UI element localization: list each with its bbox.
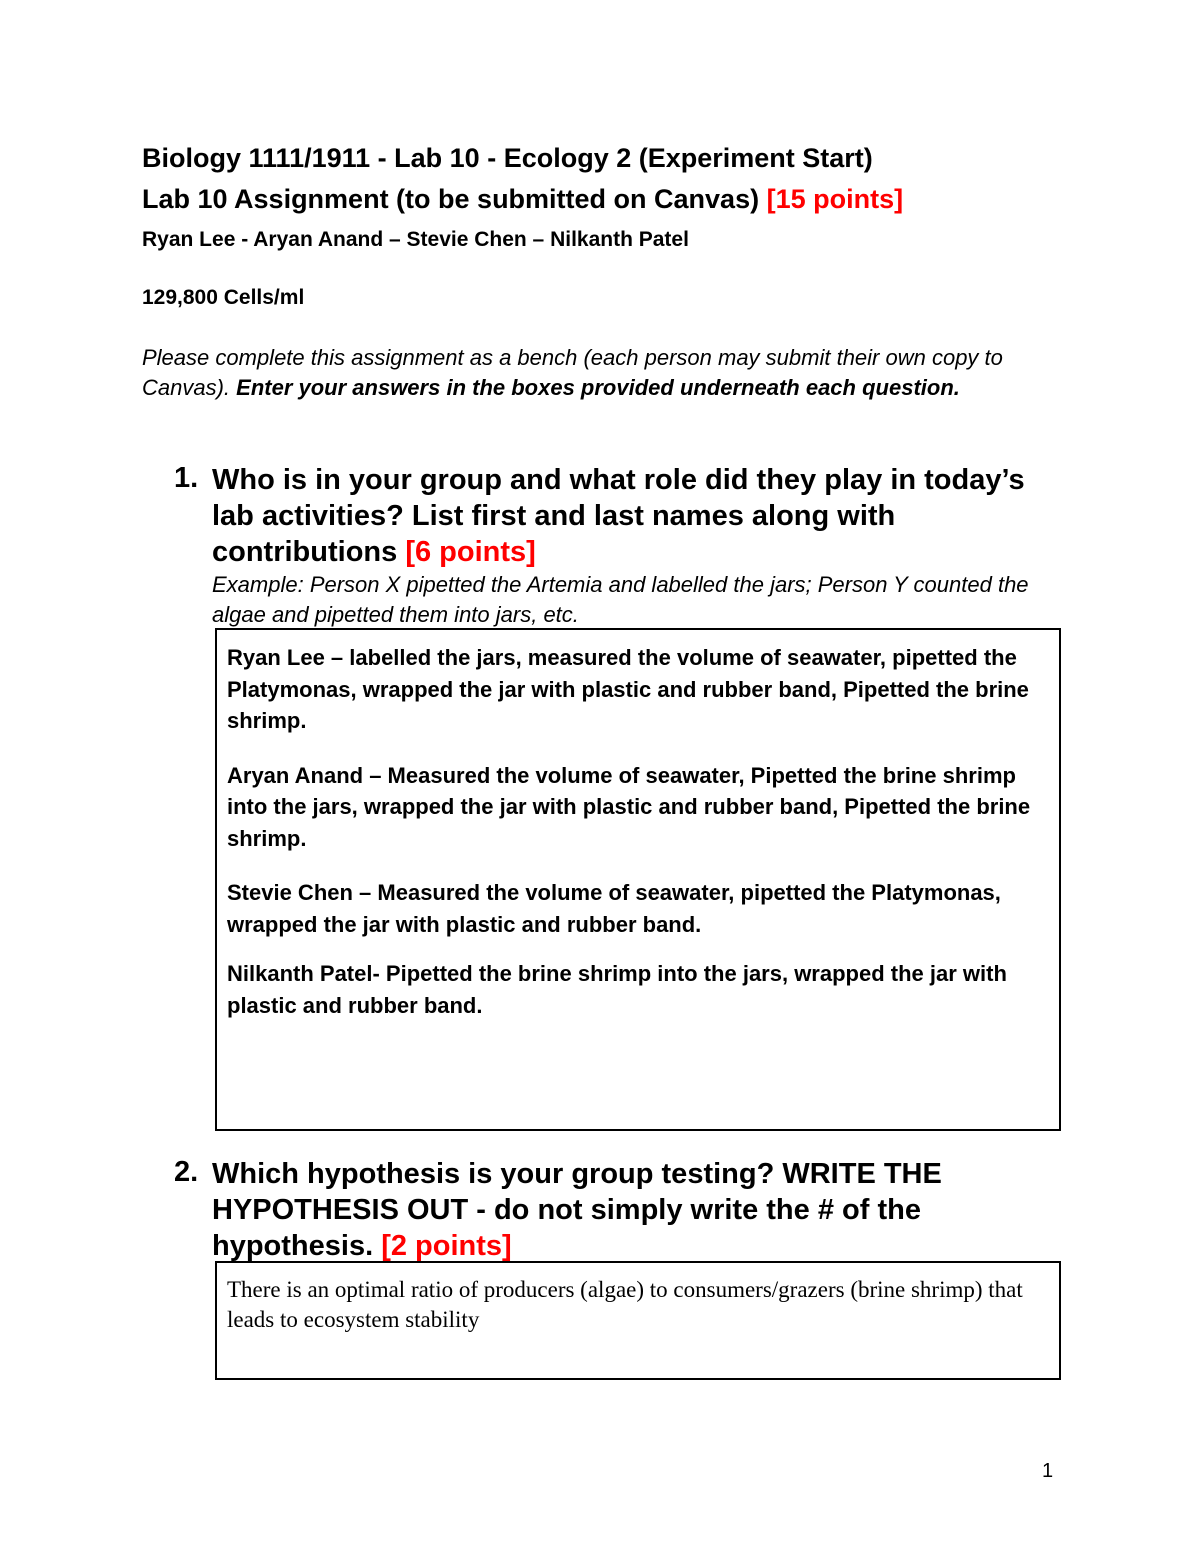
page-number: 1	[1042, 1460, 1054, 1482]
question-1-points: [6 points]	[405, 536, 536, 568]
question-2-number: 2.	[174, 1156, 199, 1188]
answer-box-2[interactable]	[215, 1261, 1061, 1380]
answer-entry-nilkanth-patel: Nilkanth Patel- Pipetted the brine shrimp into the jars, wrapped the jar with plastic and rubber band.	[227, 961, 1007, 1018]
assignment-title	[142, 184, 903, 215]
answer-entry-aryan-anand: Aryan Anand – Measured the volume of seawater, Pipetted the brine shrimp into the jars, wrapped the jar with plastic and rubber band, Pipetted the brine shrimp.	[227, 762, 1031, 851]
answer-box-1-content	[217, 642, 1059, 1044]
instructions-text: Please complete this assignment as a bench (each person may submit their own copy to Canvas).	[142, 345, 1003, 400]
question-2-text: Which hypothesis is your group testing? WRITE THE HYPOTHESIS OUT - do not simply write the # of the hypothesis.	[212, 1158, 942, 1262]
hypothesis-answer: There is an optimal ratio of producers (algae) to consumers/grazers (brine shrimp) that leads to ecosystem stability	[227, 1277, 1023, 1332]
question-1-number: 1.	[174, 462, 199, 494]
answer-box-1[interactable]	[215, 628, 1061, 1131]
instructions	[142, 343, 1072, 402]
question-2	[212, 1156, 1072, 1264]
question-1-text: Who is in your group and what role did they play in today’s lab activities? List first and last names along with contributions	[212, 464, 1025, 568]
cell-density: 129,800 Cells/ml	[142, 286, 305, 309]
answer-entry-stevie-chen: Stevie Chen – Measured the volume of seawater, pipetted the Platymonas, wrapped the jar with plastic and rubber band.	[227, 880, 1001, 937]
answer-entry-ryan-lee: Ryan Lee – labelled the jars, measured the volume of seawater, pipetted the Platymonas, wrapped the jar with plastic and rubber band, Pipetted the brine shrimp.	[227, 645, 1029, 733]
group-members: Ryan Lee - Aryan Anand – Stevie Chen – Nilkanth Patel	[142, 228, 689, 251]
assignment-title-text: Lab 10 Assignment (to be submitted on Canvas)	[142, 184, 767, 214]
instructions-emphasis: Enter your answers in the boxes provided underneath each question.	[236, 374, 960, 400]
question-1-example: Example: Person X pipetted the Artemia and labelled the jars; Person Y counted the algae and pipetted them into jars, etc.	[212, 572, 1029, 627]
question-2-points: [2 points]	[381, 1230, 512, 1262]
total-points: [15 points]	[766, 184, 904, 214]
question-1	[212, 462, 1072, 570]
document-title: Biology 1111/1911 - Lab 10 - Ecology 2 (Experiment Start)	[142, 143, 873, 173]
